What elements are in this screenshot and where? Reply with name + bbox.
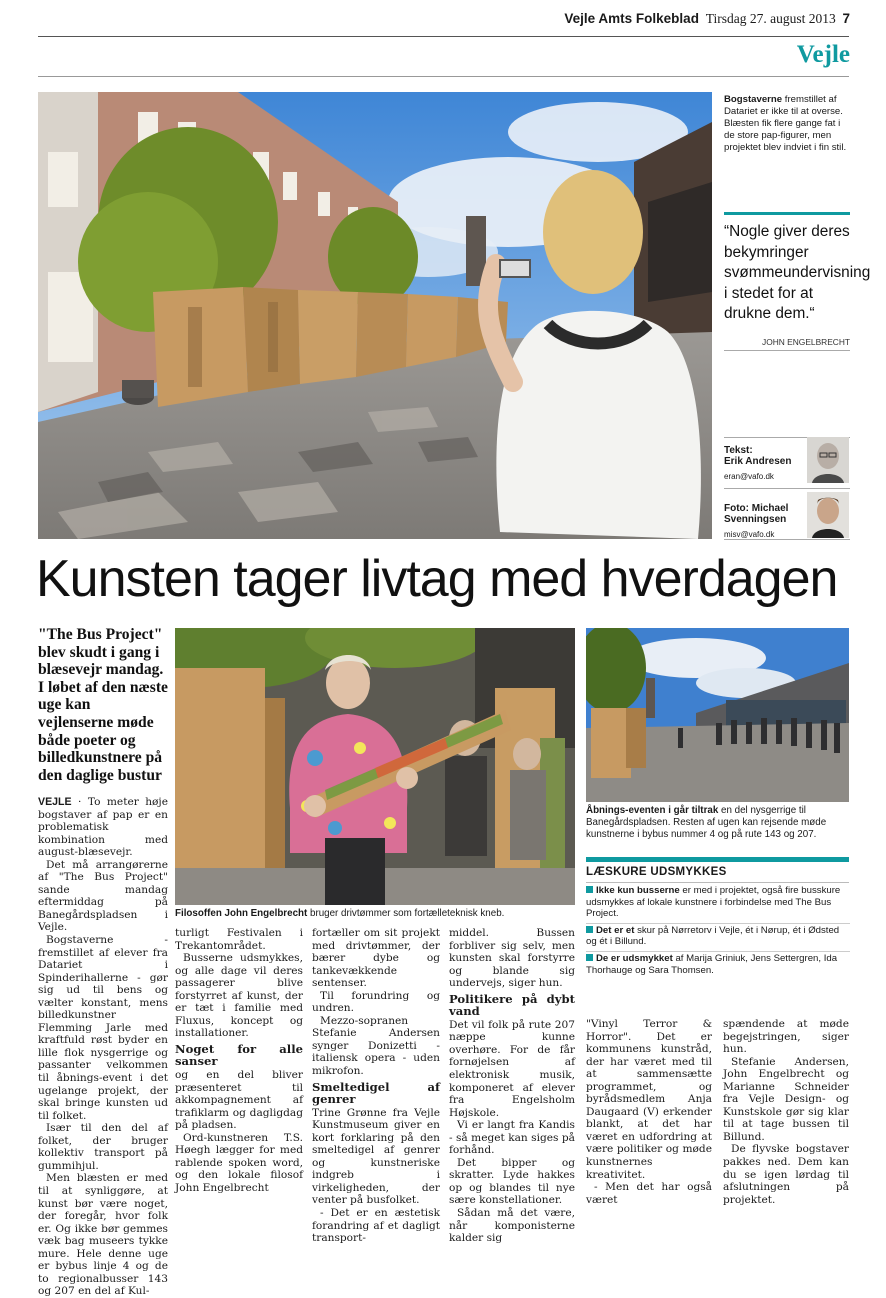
article-paragraph: Bogstaverne - fremstillet af elever fra Datariet i Spinderihallerne - gør sig ud til bens og vælter konstant, mens billedkunstner Flemming Jarle med kraftfuld røst byder en lille flok nysgerrige og passanter velkommen til åbnings-event i det ugelange projekt, der skal bringe kunsten ud til folket.	[38, 934, 168, 1122]
standfirst: "The Bus Project" blev skudt i gang i blæsevejr mandag. I løbet af den næste uge kan vejlenserne møde både poeter og billedkunstnere på den daglige bustur	[38, 626, 168, 784]
article-column-2	[175, 927, 303, 1194]
article-paragraph: De flyvske bogstaver pakkes ned. Dem kan du se igen lørdag til afslutningen på projektet.	[723, 1143, 849, 1206]
byline-rule-mid	[724, 488, 850, 489]
paper-name: Vejle Amts Folkeblad	[564, 11, 699, 26]
article-column-4	[449, 927, 575, 1245]
subheading: Politikere på dybt vand	[449, 991, 575, 1019]
article-paragraph: Ord-kunstneren T.S. Høegh lægger for med rablende spoken word, og den lokale filosof John Engelbrecht	[175, 1131, 303, 1194]
photographer-portrait	[807, 492, 849, 538]
article-column-1	[38, 796, 168, 1298]
byline-writer-email: eran@vafo.dk	[724, 472, 774, 481]
article-column-3	[312, 927, 440, 1245]
engelbrecht-caption	[175, 908, 575, 920]
factbox-item-text: af Marija Griniuk, Jens Settergren, Ida Thorhauge og Sara Thomsen.	[586, 952, 838, 976]
engelbrecht-photo	[175, 628, 575, 905]
quote-author: JOHN ENGELBRECHT	[762, 337, 850, 347]
opening-event-caption-lead: Åbnings-eventen i går tiltrak	[586, 805, 719, 816]
byline-photographer	[724, 503, 808, 540]
factbox-title: LÆSKURE UDSMYKKES	[586, 866, 727, 878]
byline-writer-name: Erik Andresen	[724, 456, 792, 467]
section-label: Vejle	[796, 41, 850, 68]
factbox-item-lead: Ikke kun busserne	[596, 885, 680, 896]
bullet-square-icon	[586, 954, 593, 961]
headline: Kunsten tager livtag med hverdagen	[36, 550, 838, 608]
article-paragraph: Stefanie Andersen, John Engelbrecht og Marianne Schneider fra Vejle Design- og Kunstskole gør sig klar til at tage bussen til Billund.	[723, 1055, 849, 1143]
quote-bottom-rule	[724, 350, 850, 351]
page-number: 7	[842, 11, 850, 26]
factbox-list	[586, 885, 850, 976]
paragraph-text: · To meter høje bogstaver af pap er en problematisk kombination med august-blæsevejr.	[38, 796, 168, 859]
article-column-6	[723, 1018, 849, 1206]
factbox-item-text: er med i projektet, også fire busskure udsmykkes af lokale kunstnere i forbindelse med The Bus Project.	[586, 885, 841, 920]
article-paragraph: Sådan må det være, når komponisterne kalder sig	[449, 1207, 575, 1245]
article-paragraph: Det må arrangørerne af "The Bus Project" sande mandag eftermiddag på Banegårdspladsen i Vejle.	[38, 858, 168, 934]
article-paragraph: Busserne udsmykkes, og alle dage vil deres passagerer blive forstyrret af kunst, der er tæt i familie med Fluxus, koncept og installationer.	[175, 952, 303, 1040]
pull-quote: “Nogle giver deres bekymringer svømmeundervisning i stedet for at drukne dem.“	[724, 223, 871, 323]
bullet-square-icon	[586, 926, 593, 933]
article-paragraph: Til forundring og undren.	[312, 989, 440, 1015]
article-paragraph: turligt Festivalen i Trekantområdet.	[175, 927, 303, 952]
byline-photographer-email: misv@vafo.dk	[724, 530, 775, 539]
byline-writer-role: Tekst:	[724, 445, 753, 456]
article-paragraph: Vi er langt fra Kandis - så meget kan siges på forhånd.	[449, 1119, 575, 1157]
engelbrecht-caption-lead: Filosoffen John Engelbrecht	[175, 908, 308, 919]
article-paragraph: og en del bliver præsenteret til akkompagnement af trafiklarm og dagligdag på pladsen.	[175, 1069, 303, 1132]
masthead	[560, 10, 850, 28]
dateline: VEJLE	[38, 796, 72, 808]
quote-rule	[724, 212, 850, 215]
article-paragraph: Især til den del af folket, der bruger kollektiv transport på gummihjul.	[38, 1122, 168, 1172]
subheading: Noget for alle sanser	[175, 1041, 303, 1069]
opening-event-caption-text: en del nysgerrige til Banegårdspladsen. Resten af ugen kan rejsende møde kunstnerne i bybus nummer 4 og på rute 143 og 207.	[586, 805, 827, 840]
factbox-rule	[586, 857, 849, 862]
article-paragraph: Det bipper og skratter. Lyde hakkes op og blandes til nye sære konstellationer.	[449, 1156, 575, 1207]
top-caption-lead: Bogstaverne	[724, 94, 783, 105]
factbox-item-lead: Det er et	[596, 924, 635, 936]
factbox-item	[586, 923, 850, 948]
article-paragraph: fortæller om sit projekt med drivtømmer, der bærer dybe og tankevækkende sentenser.	[312, 927, 440, 990]
article-paragraph: Trine Grønne fra Vejle Kunstmuseum giver en kort forklaring på den smeltedigel af genrer og kunstneriske indgreb i virkeligheden, der venter på busfolket.	[312, 1106, 440, 1207]
article-paragraph	[38, 796, 168, 859]
article-paragraph: Det vil folk på rute 207 næppe kunne overhøre. For de får fornøjelsen af elektronisk musik, komponeret af elever fra Engelsholm Højskole.	[449, 1018, 575, 1119]
top-caption-text: fremstillet af Datariet er ikke til at overse. Blæsten fik flere gange fat i de store pap-figurer, men projektet blev indviet i fin stil.	[724, 94, 847, 153]
article-paragraph: - Det er en æstetisk forandring af et dagligt transport-	[312, 1207, 440, 1245]
writer-portrait	[807, 437, 849, 483]
main-photo	[38, 92, 712, 539]
issue-date: Tirsdag 27. august 2013	[705, 11, 836, 26]
article-paragraph: Mezzo-sopranen Stefanie Andersen synger Donizetti - italiensk opera - uden mikrofon.	[312, 1014, 440, 1078]
opening-event-caption	[586, 805, 850, 841]
byline-photographer-role: Foto: Michael	[724, 503, 789, 514]
bullet-square-icon	[586, 886, 593, 893]
article-paragraph: Men blæsten er med til at synliggøre, at kunst bør være noget, der foregår, hvor folk er. Og ikke bør gemmes væk bag museers tykke mure. Hele denne uge er bybus linje 4 og de to regionalbusser 143 og 207 en del af Kul-	[38, 1172, 168, 1298]
subheading: Smeltedigel af genrer	[312, 1079, 440, 1107]
opening-event-photo	[586, 628, 849, 802]
factbox-item	[586, 885, 850, 920]
section-rule	[38, 76, 849, 77]
byline-writer	[724, 445, 804, 482]
top-photo-caption	[724, 94, 850, 154]
engelbrecht-caption-text: bruger drivtømmer som fortælleteknisk kneb.	[310, 908, 505, 919]
factbox-item-lead: De er udsmykket	[596, 952, 673, 964]
byline-rule-bottom	[724, 539, 850, 540]
article-column-5	[586, 1018, 712, 1206]
article-paragraph: spændende at møde begejstringen, siger hun.	[723, 1018, 849, 1056]
factbox-item-text: skur på Nørretorv i Vejle, ét i Nørup, ét i Ødsted og ét i Billund.	[586, 924, 840, 948]
byline-photographer-name: Svenningsen	[724, 514, 787, 525]
article-paragraph: "Vinyl Terror & Horror". Det er kommunens kunstråd, der har været med til at sammensætte programmet, og byrådsmedlem Anja Daugaard (V) erkender blankt, at det har været en udfordring at være politiker og møde kunstnernes kreativitet.	[586, 1018, 712, 1181]
header-rule	[38, 36, 849, 37]
article-paragraph: - Men det har også været	[586, 1181, 712, 1206]
factbox-item	[586, 951, 850, 976]
article-paragraph: middel. Bussen forbliver sig selv, men kunsten skal forstyrre og blande sig undervejs, siger hun.	[449, 927, 575, 990]
factbox-divider	[586, 882, 849, 883]
